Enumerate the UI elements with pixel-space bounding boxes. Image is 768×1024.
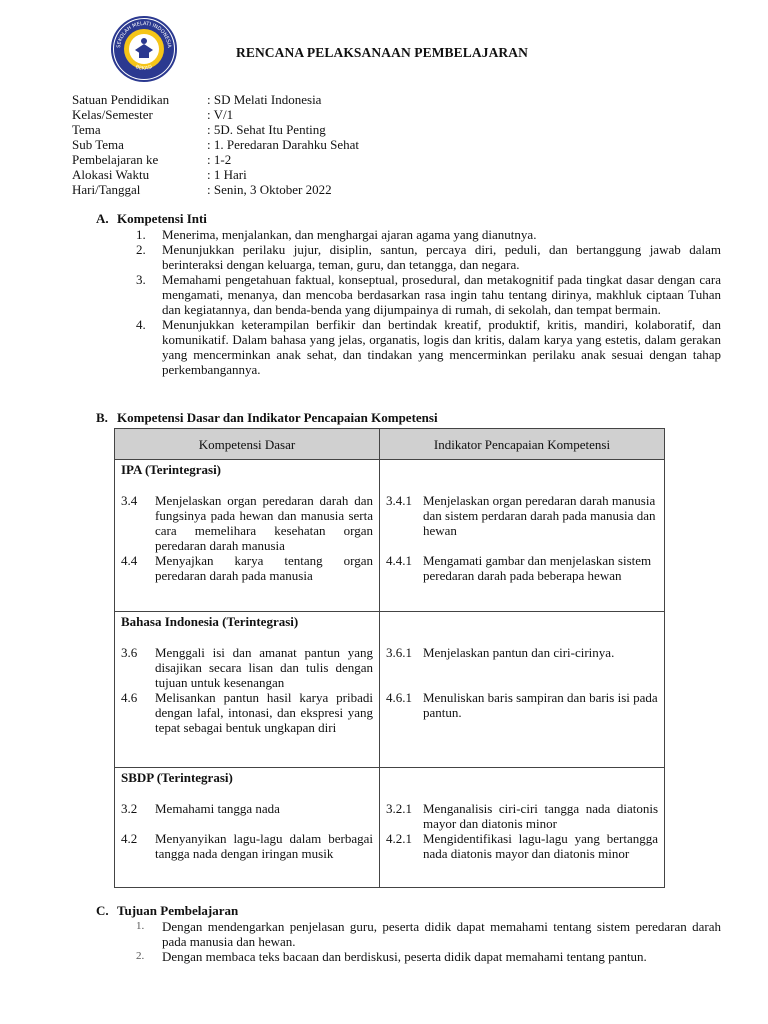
list-item [136,227,721,242]
info-value: : 1-2 [207,152,232,167]
kd-cell [115,612,380,768]
info-label: Tema [72,122,101,137]
info-row [72,107,359,122]
list-number: 2. [136,242,146,257]
section-title: Tujuan Pembelajaran [117,903,239,918]
list-text: Menerima, menjalankan, dan menghargai ajaran agama yang dianutnya. [162,227,537,242]
table-row [115,612,665,768]
kd-item [115,801,379,816]
info-label: Hari/Tanggal [72,182,141,197]
section-title: Kompetensi Inti [117,211,207,226]
kd-item [115,553,379,583]
indikator-text: Menganalisis ciri-ciri tangga nada diatonis mayor dan diatonis minor [423,801,658,831]
table-row [115,460,665,612]
kd-text: Menyajkan karya tentang organ peredaran darah pada manusia [155,553,373,583]
info-value: : V/1 [207,107,234,122]
info-label: Alokasi Waktu [72,167,150,182]
kd-item [115,493,379,553]
indikator-text: Mengamati gambar dan menjelaskan sistem peredaran darah pada beberapa hewan [423,553,652,583]
logo-bottom-text: BEKASI [134,64,154,72]
indikator-item [380,553,664,583]
indikator-number: 3.2.1 [386,801,412,816]
list-text: Menunjukkan perilaku jujur, disiplin, santun, percaya diri, peduli, dan bertanggung jawab dalam berinteraksi dengan keluarga, teman, guru, dan tetangga, dan negara. [162,242,721,272]
indikator-number: 4.4.1 [386,553,412,568]
info-label: Sub Tema [72,137,124,152]
indikator-item [380,690,664,720]
list-number: 4. [136,317,146,332]
kd-number: 3.2 [121,801,138,816]
info-value: : 1. Peredaran Darahku Sehat [207,137,359,152]
info-row [72,182,359,197]
list-item [136,949,721,964]
list-item [136,317,721,377]
table-row [115,768,665,888]
info-row [72,122,359,137]
indikator-cell [380,768,665,888]
identity-block [72,92,359,197]
info-row [72,152,359,167]
indikator-item [380,645,664,660]
list-text: Menunjukkan keterampilan berfikir dan bertindak kreatif, produktif, kritis, mandiri, kolaboratif, dan komunikatif. Dalam bahasa yang jelas, organatis, logis dan kritis, dalam karya yang estetis, dalam gerakan yang mencerminkan anak sehat, dan tindakan yang mencerminkan perilaku anak sesuai dengan tahap perkembangannya. [162,317,721,377]
info-value: : SD Melati Indonesia [207,92,322,107]
list-item [136,272,721,317]
info-label: Satuan Pendidikan [72,92,170,107]
indikator-number: 3.6.1 [386,645,412,660]
section-letter: A. [96,211,109,226]
section-a-heading [96,211,207,226]
kd-item [115,690,379,735]
kd-text: Memahami tangga nada [155,801,280,816]
section-title: Kompetensi Dasar dan Indikator Pencapaian Kompetensi [117,410,438,425]
kd-text: Melisankan pantun hasil karya pribadi dengan lafal, intonasi, dan ekspresi yang tepat sebagai bentuk ungkapan diri [155,690,373,735]
kd-cell [115,768,380,888]
info-label: Pembelajaran ke [72,152,159,167]
kd-cell [115,460,380,612]
document-title: RENCANA PELAKSANAAN PEMBELAJARAN [236,45,528,60]
indikator-number: 4.2.1 [386,831,412,846]
indikator-cell [380,460,665,612]
list-item [136,242,721,272]
kd-number: 4.2 [121,831,138,846]
logo-top-text: SEKOLAH MELATI INDONESIA [115,20,173,49]
list-text: Dengan mendengarkan penjelasan guru, peserta didik dapat memahami tentang sistem peredaran darah pada manusia dan hewan. [162,919,721,949]
kd-number: 4.6 [121,690,138,705]
indikator-text: Mengidentifikasi lagu-lagu yang bertangga nada diatonis mayor dan diatonis minor [423,831,658,861]
kd-number: 4.4 [121,553,138,568]
info-value: : Senin, 3 Oktober 2022 [207,182,332,197]
table-header-row [115,429,665,460]
indikator-number: 4.6.1 [386,690,412,705]
school-logo [111,16,177,82]
indikator-item [380,801,664,831]
subject-label: IPA (Terintegrasi) [121,462,222,477]
kd-number: 3.4 [121,493,138,508]
competency-table [114,428,665,888]
list-number: 3. [136,272,146,287]
list-number: 2. [136,950,145,962]
info-value: : 1 Hari [207,167,247,182]
indikator-item [380,831,664,861]
list-text: Memahami pengetahuan faktual, konseptual, prosedural, dan metakognitif pada tingkat dasar dengan cara mengamati, menanya, dan mencoba berdasarkan rasa ingin tahu tentang dirinya, makhluk ciptaan Tuhan dan kegiatannya, dan benda-benda yang dijumpainya di rumah, di sekolah, dan tempat bermain. [162,272,721,317]
kd-item [115,645,379,690]
indikator-number: 3.4.1 [386,493,412,508]
list-text: Dengan membaca teks bacaan dan berdiskusi, peserta didik dapat memahami tentang pantun. [162,949,647,964]
kd-item [115,831,379,861]
kd-text: Menggali isi dan amanat pantun yang disajikan secara lisan dan tulis dengan tujuan untuk kesenangan [155,645,373,690]
list-item [136,919,721,949]
info-label: Kelas/Semester [72,107,153,122]
info-row [72,92,359,107]
section-letter: C. [96,903,109,918]
subject-label: SBDP (Terintegrasi) [121,770,233,785]
list-number: 1. [136,227,146,242]
info-row [72,137,359,152]
subject-label: Bahasa Indonesia (Terintegrasi) [121,614,299,629]
info-row [72,167,359,182]
indikator-item [380,493,664,538]
kompetensi-inti-list [136,227,721,377]
section-letter: B. [96,410,108,425]
indikator-text: Menuliskan baris sampiran dan baris isi pada pantun. [423,690,658,720]
tujuan-list [136,919,721,964]
indikator-text: Menjelaskan organ peredaran darah manusia dan sistem perdaran darah pada manusia dan hewan [423,493,656,538]
indikator-text: Menjelaskan pantun dan ciri-cirinya. [423,645,615,660]
section-c-heading [96,903,238,918]
kd-text: Menyanyikan lagu-lagu dalam berbagai tangga nada dengan iringan musik [155,831,373,861]
column-header-indikator: Indikator Pencapaian Kompetensi [380,429,665,460]
kd-number: 3.6 [121,645,138,660]
column-header-kd: Kompetensi Dasar [115,429,380,460]
kd-text: Menjelaskan organ peredaran darah dan fungsinya pada hewan dan manusia serta cara memelihara kesehatan organ peredaran darah manusia [155,493,373,553]
list-number: 1. [136,920,145,932]
section-b-heading [96,410,438,425]
indikator-cell [380,612,665,768]
info-value: : 5D. Sehat Itu Penting [207,122,326,137]
